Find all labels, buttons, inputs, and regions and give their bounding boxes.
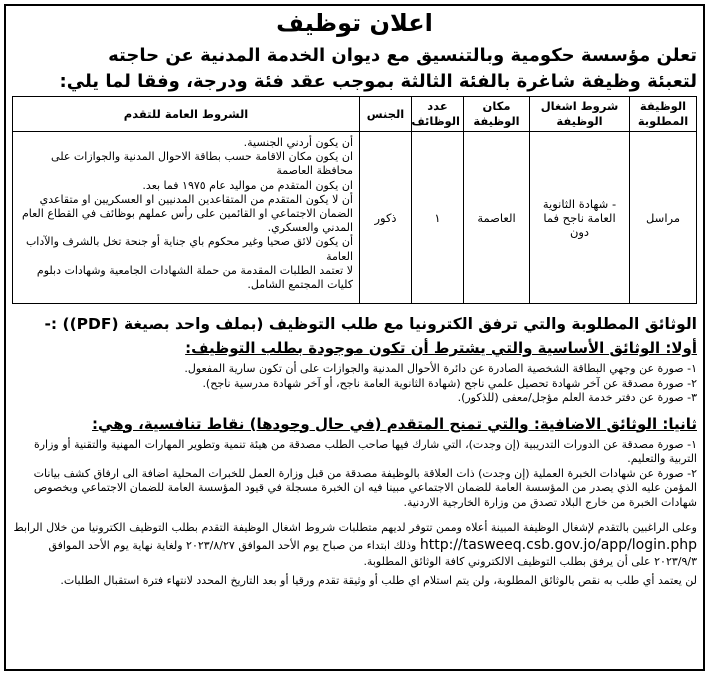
header-job: الوظيفة المطلوبة bbox=[630, 97, 697, 132]
cell-requirements: - شهادة الثانوية العامة ناجح فما دون bbox=[530, 132, 630, 304]
job-advertisement bbox=[4, 4, 705, 671]
header-count: عدد الوظائف bbox=[412, 97, 464, 132]
condition-item: أن يكون أردني الجنسية. bbox=[243, 136, 353, 149]
header-gender: الجنس bbox=[360, 97, 412, 132]
notice-text: لن يعتمد أي طلب به نقص بالوثائق المطلوبة، ولن يتم استلام اي طلب أو وثيقة تقدم ورقيا أو بعد التاريخ المحدد لانتهاء فترة استقبال الطلبات. bbox=[60, 573, 697, 587]
jobs-table bbox=[12, 96, 697, 304]
header-conditions: الشروط العامة للتقدم bbox=[13, 97, 360, 132]
basic-documents-heading: أولا: الوثائق الأساسية والتي يشترط أن تكون موجودة بطلب التوظيف: bbox=[185, 339, 697, 357]
basic-document-item: ٢- صورة مصدقة عن آخر شهادة تحصيل علمي ناجح (شهادة الثانوية العامة ناجح، أو آخر شهادة مدرسية ناجح). bbox=[202, 376, 697, 390]
documents-heading: الوثائق المطلوبة والتي ترفق الكترونيا مع طلب التوظيف (بملف واحد بصيغة (PDF)) :- bbox=[44, 315, 697, 333]
header-requirements: شروط اشغال الوظيفة bbox=[530, 97, 630, 132]
intro-line-2: لتعبئة وظيفة شاغرة بالفئة الثالثة بموجب عقد فئة ودرجة، وفقا لما يلي: bbox=[59, 71, 697, 92]
condition-item: ان يكون مكان الاقامة حسب بطاقة الاحوال المدنية والجوازات على محافظة العاصمة bbox=[51, 150, 353, 178]
basic-document-item: ١- صورة عن وجهي البطاقة الشخصية الصادرة عن دائرة الأحوال المدنية والجوازات على أن تكون سارية المفعول. bbox=[184, 362, 697, 375]
table-row bbox=[13, 132, 697, 304]
header-location: مكان الوظيفة bbox=[464, 97, 530, 132]
condition-item: أن لا يكون المتقدم من المتقاعدين المدنيين او العسكريين او متقاعدي الضمان الاجتماعي او القائمين على رأس عملهم بوظائف في القطاع العام المدني والعسكري. bbox=[21, 192, 353, 235]
cell-count: ١ bbox=[412, 132, 464, 304]
instructions-start: وعلى الراغبين بالتقدم لإشغال الوظيفة المبينة أعلاه وممن تتوفر لديهم متطلبات شروط اشغال الوظيفة التقدم بطلب التوظيف الكترونيا من خلال الرابط bbox=[13, 521, 697, 534]
cell-conditions bbox=[13, 132, 360, 304]
condition-item: أن يكون لائق صحيا وغير محكوم باي جناية أو جنحة تخل بالشرف والآداب العامة bbox=[25, 235, 353, 263]
instructions-end: وذلك ابتداء من صباح يوم الأحد الموافق ٢٠٢٣/٨/٢٧ ولغاية نهاية يوم الأحد الموافق ٢٠٢٣/٩/٣ على أن يرفق بطلب التوظيف الالكتروني كافة الوثائق المطلوبة. bbox=[48, 538, 697, 568]
application-instructions bbox=[12, 520, 697, 571]
condition-item: لا تعتمد الطلبات المقدمة من حملة الشهادات الجامعية وشهادات دبلوم كليات المجتمع الشامل. bbox=[36, 263, 353, 292]
additional-document-item: ٢- صورة عن شهادات الخبرة العملية (إن وجدت) ذات العلاقة بالوظيفة مصدقة من قبل وزارة العمل للخبرات المحلية اضافة الى ارفاق كشف بيانات المؤمن عليه الذي يصدر من المؤسسة العامة للضمان الاجتماعي مبينا فيه ان الخبرة مسجلة في قيود المؤسسة العامة للضمان الاجتماعي وبخصوص شهادات الخبرة من خارج البلاد تصدق من وزارة الخارجية الاردنية. bbox=[33, 466, 697, 509]
condition-item: ان يكون المتقدم من مواليد عام ١٩٧٥ فما بعد. bbox=[142, 178, 353, 192]
additional-document-item: ١- صورة مصدقة عن الدورات التدريبية (إن وجدت)، التي شارك فيها صاحب الطلب مصدقة من هيئة تنمية وتطوير المهارات المهنية والتقنية أو وزارة التربية والتعليم. bbox=[33, 437, 697, 465]
additional-documents-heading: ثانيا: الوثائق الاضافية: والتي تمنح المتقدم (في حال وجودها) نقاط تنافسية، وهي: bbox=[92, 414, 697, 433]
cell-location: العاصمة bbox=[464, 132, 530, 304]
intro-line-1: تعلن مؤسسة حكومية وبالتنسيق مع ديوان الخدمة المدنية عن حاجته bbox=[108, 45, 697, 66]
cell-job: مراسل bbox=[630, 132, 697, 304]
application-link[interactable]: http://tasweeq.csb.gov.jo/app/login.php bbox=[419, 536, 697, 553]
table-header-row bbox=[13, 97, 697, 132]
page-title: اعلان توظيف bbox=[276, 9, 433, 37]
basic-document-item: ٣- صورة عن دفتر خدمة العلم مؤجل/معفى (للذكور). bbox=[457, 391, 697, 404]
cell-gender: ذكور bbox=[360, 132, 412, 304]
